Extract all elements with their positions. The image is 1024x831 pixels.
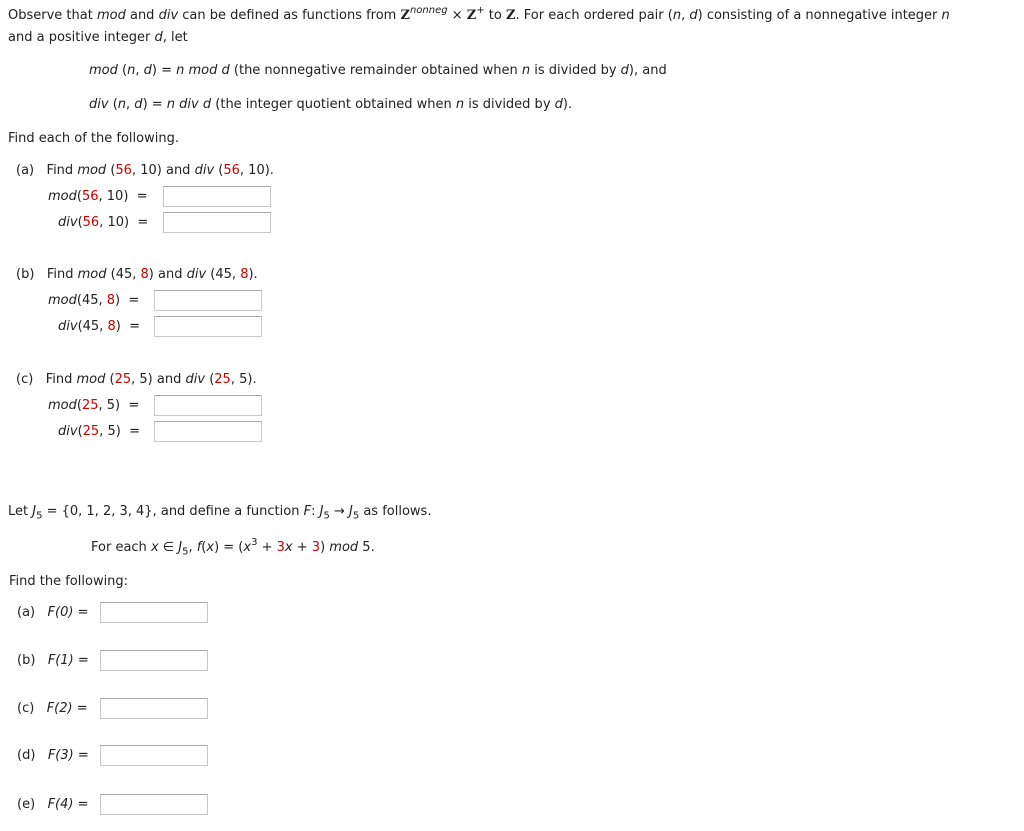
colon: : — [311, 504, 320, 519]
comma: , — [98, 398, 107, 413]
mod-definition — [89, 63, 667, 79]
var-n: n — [672, 8, 682, 23]
plus-superscript: + — [476, 4, 485, 16]
part-label: (c) — [16, 372, 34, 387]
var-x: x — [150, 540, 159, 555]
part-label: (a) — [17, 605, 36, 620]
part-c-mod-label — [48, 398, 139, 414]
subscript-5: 5 — [36, 510, 43, 522]
n-value: 25 — [81, 398, 99, 413]
f-part-a-label — [17, 605, 88, 621]
function-call: F(2) — [46, 701, 73, 716]
var-n: n — [117, 97, 127, 112]
intro-text: and — [125, 8, 159, 23]
var-d: d — [134, 97, 143, 112]
paren: ) — [123, 189, 129, 204]
part-c-mod-input[interactable] — [155, 396, 261, 415]
intro-line-2 — [8, 30, 188, 46]
question-text: Find — [45, 372, 77, 387]
div-term: div — [58, 424, 78, 439]
var-d: d — [620, 63, 629, 78]
mod-term: mod — [48, 293, 77, 308]
div-term: div — [89, 97, 109, 112]
paren: ( — [77, 215, 83, 230]
paren: ( — [109, 372, 115, 387]
var-d: d — [143, 63, 152, 78]
part-c-div-answer-field[interactable] — [154, 421, 262, 442]
n-value: 45 — [82, 319, 100, 334]
var-x: x — [284, 540, 293, 555]
part-b-div-label — [58, 319, 140, 335]
intro-text: ) consisting of a nonnegative integer — [697, 8, 942, 23]
part-a-mod-answer-field[interactable] — [163, 186, 271, 207]
plus-sign: + — [257, 540, 277, 555]
d-value: 5 — [106, 398, 116, 413]
f4-input[interactable] — [101, 795, 207, 814]
intro-text: to — [484, 8, 506, 23]
equals-sign: = — [136, 189, 148, 204]
times-symbol: × — [447, 8, 467, 23]
d-value: 10 — [140, 163, 157, 178]
def-text: ( — [108, 97, 118, 112]
comma: , — [99, 424, 108, 439]
paren: ) — [115, 293, 121, 308]
var-n: n — [455, 97, 465, 112]
paren: ) — [115, 319, 121, 334]
comma: , — [131, 163, 141, 178]
comma: , — [98, 293, 107, 308]
question-text: Find — [46, 267, 78, 282]
d-value: 8 — [106, 293, 116, 308]
equals-sign: = — [77, 748, 89, 763]
f-part-d-answer-field[interactable] — [100, 745, 208, 766]
def-text: is divided by — [464, 97, 555, 112]
f2-input[interactable] — [101, 699, 207, 718]
f3-input[interactable] — [101, 746, 207, 765]
def-text: ), and — [628, 63, 667, 78]
equals-sign: = — [77, 797, 89, 812]
equals-sign: = — [129, 424, 140, 439]
var-d: d — [689, 8, 698, 23]
intro-text: Let — [8, 504, 33, 519]
div-term: div — [186, 267, 207, 282]
comma: , — [231, 267, 241, 282]
intro-text: can be defined as functions from — [178, 8, 401, 23]
part-b-mod-answer-field[interactable] — [154, 290, 262, 311]
def-text: ( — [117, 63, 128, 78]
var-n: n — [941, 8, 950, 23]
function-call: F(3) — [47, 748, 74, 763]
subscript-5: 5 — [182, 546, 189, 558]
mod-term: mod — [329, 540, 359, 555]
part-a-question — [16, 163, 274, 179]
comma: , — [99, 215, 108, 230]
question-text: and — [153, 267, 187, 282]
subscript-5: 5 — [323, 510, 330, 522]
paren: ( — [209, 372, 215, 387]
d-value: 10 — [107, 215, 124, 230]
part-label: (c) — [17, 701, 35, 716]
f-part-e-answer-field[interactable] — [100, 794, 208, 815]
paren: ) — [156, 163, 162, 178]
part-a-mod-label — [48, 189, 148, 205]
d-value: 10 — [106, 189, 124, 204]
def-text: , — [135, 63, 144, 78]
f1-input[interactable] — [101, 651, 207, 670]
function-call: F(4) — [47, 797, 74, 812]
n-value: 56 — [82, 215, 100, 230]
var-d: d — [221, 63, 230, 78]
question-text: and — [161, 163, 195, 178]
set-definition: = {0, 1, 2, 3, 4}, and define a function — [42, 504, 304, 519]
intro-line-1 — [8, 4, 950, 24]
comma: , — [99, 319, 108, 334]
part-a-div-answer-field[interactable] — [163, 212, 271, 233]
intro-text: as follows. — [359, 504, 432, 519]
part-b-div-answer-field[interactable] — [154, 316, 262, 337]
mod-term: mod — [77, 267, 107, 282]
paren: ) — [148, 267, 154, 282]
mod-term: mod — [48, 189, 77, 204]
def-text: (the nonnegative remainder obtained when — [229, 63, 522, 78]
part-b-mod-label — [48, 293, 139, 309]
div-term: div — [58, 215, 78, 230]
n-value: 56 — [81, 189, 99, 204]
part-label: (b) — [16, 267, 35, 282]
comma: , — [188, 540, 197, 555]
function-F: F — [303, 504, 312, 519]
arrow-icon: → — [329, 504, 349, 519]
function-call: F(0) — [47, 605, 74, 620]
part-a-mod-input[interactable] — [164, 187, 270, 206]
var-n: n — [176, 63, 185, 78]
var-x: x — [206, 540, 215, 555]
f-part-d-label — [17, 748, 89, 764]
function-call: F(1) — [47, 653, 74, 668]
constant: 3 — [311, 540, 321, 555]
n-value: 56 — [223, 163, 240, 178]
var-d: d — [154, 30, 163, 45]
n-value: 45 — [81, 293, 99, 308]
d-value: 8 — [140, 267, 149, 282]
plus-sign: + — [292, 540, 312, 555]
paren: ) — [147, 372, 153, 387]
f-part-a-answer-field[interactable] — [100, 602, 208, 623]
exponent-3: 3 — [251, 536, 258, 548]
paren: ( — [77, 424, 83, 439]
equals-sign: = — [76, 701, 88, 716]
period: . — [253, 267, 258, 282]
div-term: div — [58, 319, 78, 334]
comma: , — [98, 189, 107, 204]
def-text: ). — [562, 97, 573, 112]
part-b-question — [16, 267, 258, 283]
d-value: 10 — [248, 163, 265, 178]
d-value: 5 — [107, 424, 116, 439]
equals-sign: = — [77, 605, 89, 620]
mod-term: mod — [184, 63, 222, 78]
intro-text: . For each ordered pair ( — [515, 8, 673, 23]
period: . — [252, 372, 257, 387]
intro-text: Observe that — [8, 8, 97, 23]
part-label: (a) — [16, 163, 35, 178]
question-text: and — [152, 372, 186, 387]
equals-sign: = — [77, 653, 89, 668]
paren: ( — [110, 163, 116, 178]
comma: , — [230, 372, 240, 387]
nonneg-superscript: nonneg — [409, 4, 448, 16]
comma: , — [132, 267, 141, 282]
paren: ) — [264, 163, 270, 178]
def-text: , — [126, 97, 135, 112]
var-d: d — [554, 97, 563, 112]
paren: ) — [124, 215, 130, 230]
n-value: 56 — [115, 163, 132, 178]
def-text: (the integer quotient obtained when — [211, 97, 456, 112]
div-definition — [89, 97, 572, 113]
part-b-div-input[interactable] — [155, 317, 261, 336]
var-n: n — [127, 63, 136, 78]
div-term: div — [175, 97, 203, 112]
d-value: 8 — [107, 319, 116, 334]
f0-input[interactable] — [101, 603, 207, 622]
n-value: 25 — [82, 424, 100, 439]
d-value: 5 — [139, 372, 148, 387]
f-part-e-label — [17, 797, 89, 813]
paren: ( — [201, 540, 207, 555]
function-formula-line — [91, 536, 375, 558]
equals-sign: = — [128, 398, 140, 413]
part-c-div-label — [58, 424, 140, 440]
function-definition-line — [8, 504, 431, 520]
paren: ( — [218, 163, 224, 178]
modulus: 5. — [358, 540, 375, 555]
part-label: (d) — [17, 748, 36, 763]
part-a-div-input[interactable] — [164, 213, 270, 232]
paren: ( — [76, 293, 82, 308]
d-value: 8 — [240, 267, 249, 282]
subscript-5: 5 — [352, 510, 360, 522]
n-value: 25 — [214, 372, 231, 387]
paren: ) = ( — [214, 540, 244, 555]
paren: ) — [115, 424, 121, 439]
def-text: ) = — [151, 63, 177, 78]
f-part-b-label — [17, 653, 89, 669]
paren: ( — [76, 398, 82, 413]
integers-symbol: Z — [400, 8, 410, 23]
paren: ) — [115, 398, 121, 413]
n-value: 45 — [115, 267, 133, 282]
part-b-mod-input[interactable] — [155, 291, 261, 310]
set-J: J — [319, 504, 324, 519]
coefficient: 3 — [276, 540, 285, 555]
var-x: x — [243, 540, 252, 555]
find-following-instruction: Find the following: — [9, 574, 129, 589]
function-f: f — [196, 540, 202, 555]
div-term: div — [194, 163, 215, 178]
def-text: is divided by — [530, 63, 621, 78]
part-a-div-label — [58, 215, 148, 231]
paren: ( — [76, 189, 82, 204]
def-text: ) = — [142, 97, 167, 112]
d-value: 5 — [239, 372, 248, 387]
equals-sign: = — [129, 319, 140, 334]
intro-text: and a positive integer — [8, 30, 155, 45]
paren: ) — [247, 372, 253, 387]
var-n: n — [166, 97, 176, 112]
equals-sign: = — [128, 293, 140, 308]
n-value: 45 — [215, 267, 232, 282]
part-c-div-input[interactable] — [155, 422, 261, 441]
intro-text: , — [681, 8, 690, 23]
var-d: d — [202, 97, 212, 112]
integers-symbol: Z — [466, 8, 477, 23]
element-of-symbol: ∈ — [158, 540, 179, 555]
part-label: (b) — [17, 653, 36, 668]
part-c-mod-answer-field[interactable] — [154, 395, 262, 416]
n-value: 25 — [114, 372, 132, 387]
paren: ) — [320, 540, 330, 555]
period: . — [269, 163, 274, 178]
f-part-b-answer-field[interactable] — [100, 650, 208, 671]
paren: ( — [210, 267, 216, 282]
intro-text: For each — [91, 540, 151, 555]
comma: , — [239, 163, 249, 178]
paren: ( — [77, 319, 83, 334]
find-each-instruction: Find each of the following. — [8, 131, 179, 146]
mod-term: mod — [76, 372, 106, 387]
var-n: n — [521, 63, 531, 78]
paren: ) — [248, 267, 254, 282]
mod-term: mod — [77, 163, 107, 178]
paren: ( — [110, 267, 116, 282]
mod-term: mod — [96, 8, 126, 23]
div-term: div — [185, 372, 206, 387]
f-part-c-label — [17, 701, 88, 717]
comma: , — [131, 372, 140, 387]
question-text: Find — [46, 163, 78, 178]
intro-text: , let — [162, 30, 188, 45]
div-term: div — [158, 8, 179, 23]
part-c-question — [16, 372, 257, 388]
f-part-c-answer-field[interactable] — [100, 698, 208, 719]
mod-term: mod — [48, 398, 77, 413]
integers-symbol: Z — [506, 8, 516, 23]
equals-sign: = — [137, 215, 149, 230]
set-J: J — [348, 504, 353, 519]
part-label: (e) — [17, 797, 36, 812]
set-J: J — [178, 540, 183, 555]
mod-term: mod — [89, 63, 118, 78]
set-J: J — [32, 504, 37, 519]
